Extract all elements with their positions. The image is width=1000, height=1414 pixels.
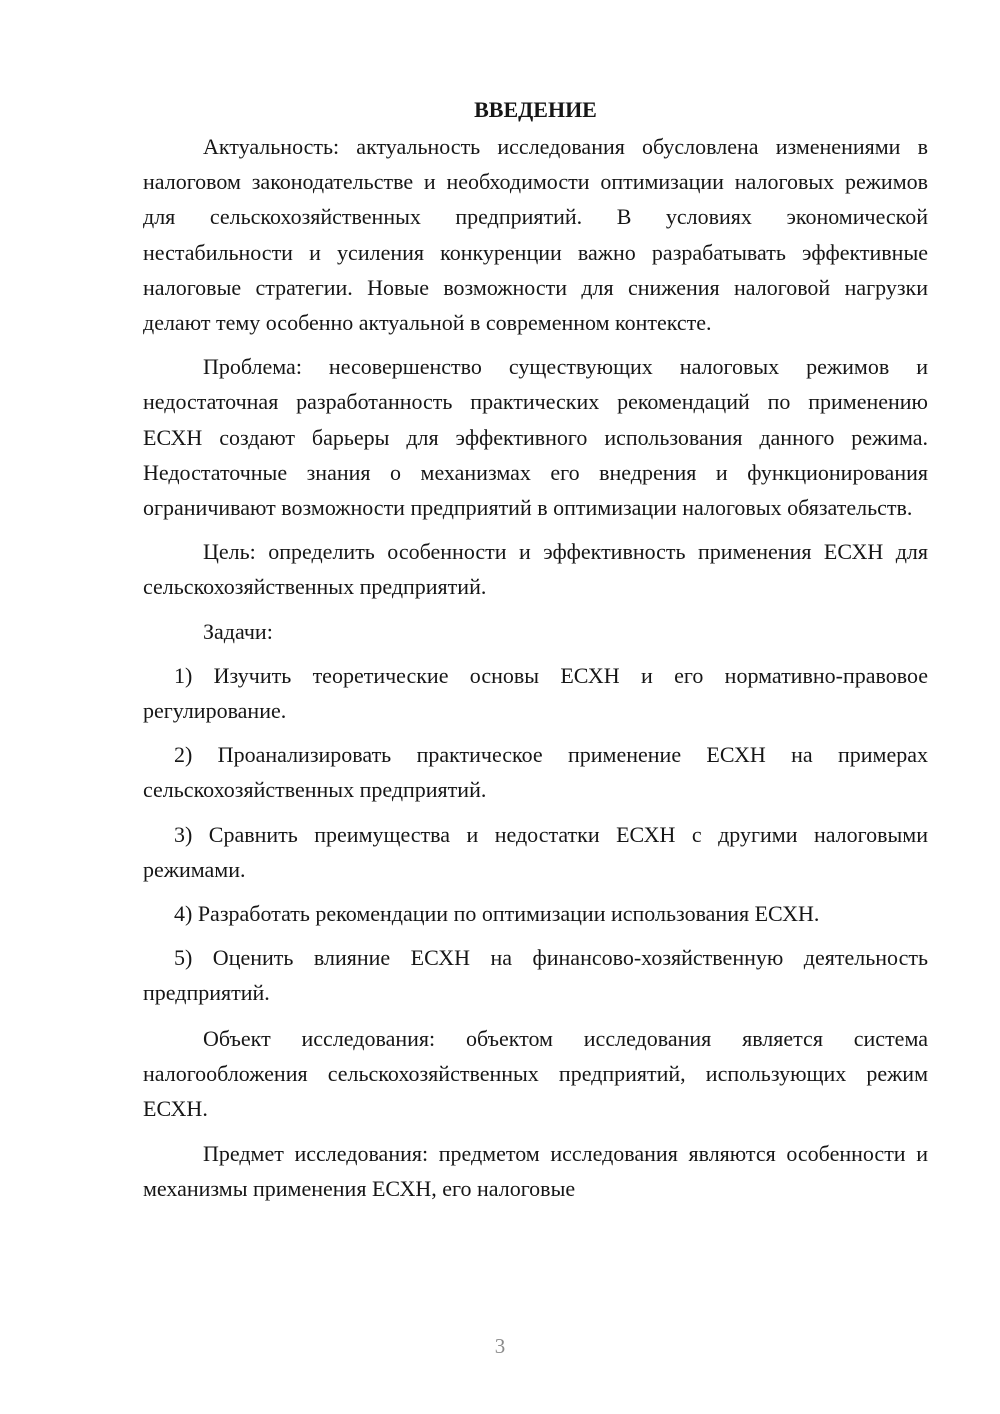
paragraph-tasks-label: Задачи: <box>203 618 273 644</box>
task-item-2: 2) Проанализировать практическое применение ЕСХН на примерах сельскохозяйственных предприятий. <box>143 742 928 803</box>
paragraph-relevance: Актуальность: актуальность исследования обусловлена изменениями в налоговом законодательстве и необходимости оптимизации налоговых режимов для сельскохозяйственных предприятий. В условиях экономической нестабильности и усиления конкуренции важно разрабатывать эффективные налоговые стратегии. Новые возможности для снижения налоговой нагрузки делают тему особенно актуальной в современном контексте. <box>143 134 928 336</box>
paragraph-object: Объект исследования: объектом исследования является система налогообложения сельскохозяйственных предприятий, использующих режим ЕСХН. <box>143 1025 928 1122</box>
page-title: ВВЕДЕНИЕ <box>474 97 597 122</box>
task-item-3: 3) Сравнить преимущества и недостатки ЕСХН с другими налоговыми режимами. <box>143 821 928 882</box>
page-content <box>143 92 928 1216</box>
task-item-4: 4) Разработать рекомендации по оптимизации использования ЕСХН. <box>174 901 820 927</box>
page-number: 3 <box>494 1334 506 1358</box>
task-item-1: 1) Изучить теоретические основы ЕСХН и его нормативно-правовое регулирование. <box>143 662 928 724</box>
task-item-5: 5) Оценить влияние ЕСХН на финансово-хозяйственную деятельность предприятий. <box>143 945 928 1006</box>
paragraph-subject: Предмет исследования: предметом исследования являются особенности и механизмы применения ЕСХН, его налоговые <box>143 1141 928 1202</box>
paragraph-problem: Проблема: несовершенство существующих налоговых режимов и недостаточная разработанность практических рекомендаций по применению ЕСХН создают барьеры для эффективного использования данного режима. Недостаточные знания о механизмах его внедрения и функционирования ограничивают возможности предприятий в оптимизации налоговых обязательств. <box>143 354 928 521</box>
paragraph-goal: Цель: определить особенности и эффективность применения ЕСХН для сельскохозяйственных предприятий. <box>143 539 928 600</box>
